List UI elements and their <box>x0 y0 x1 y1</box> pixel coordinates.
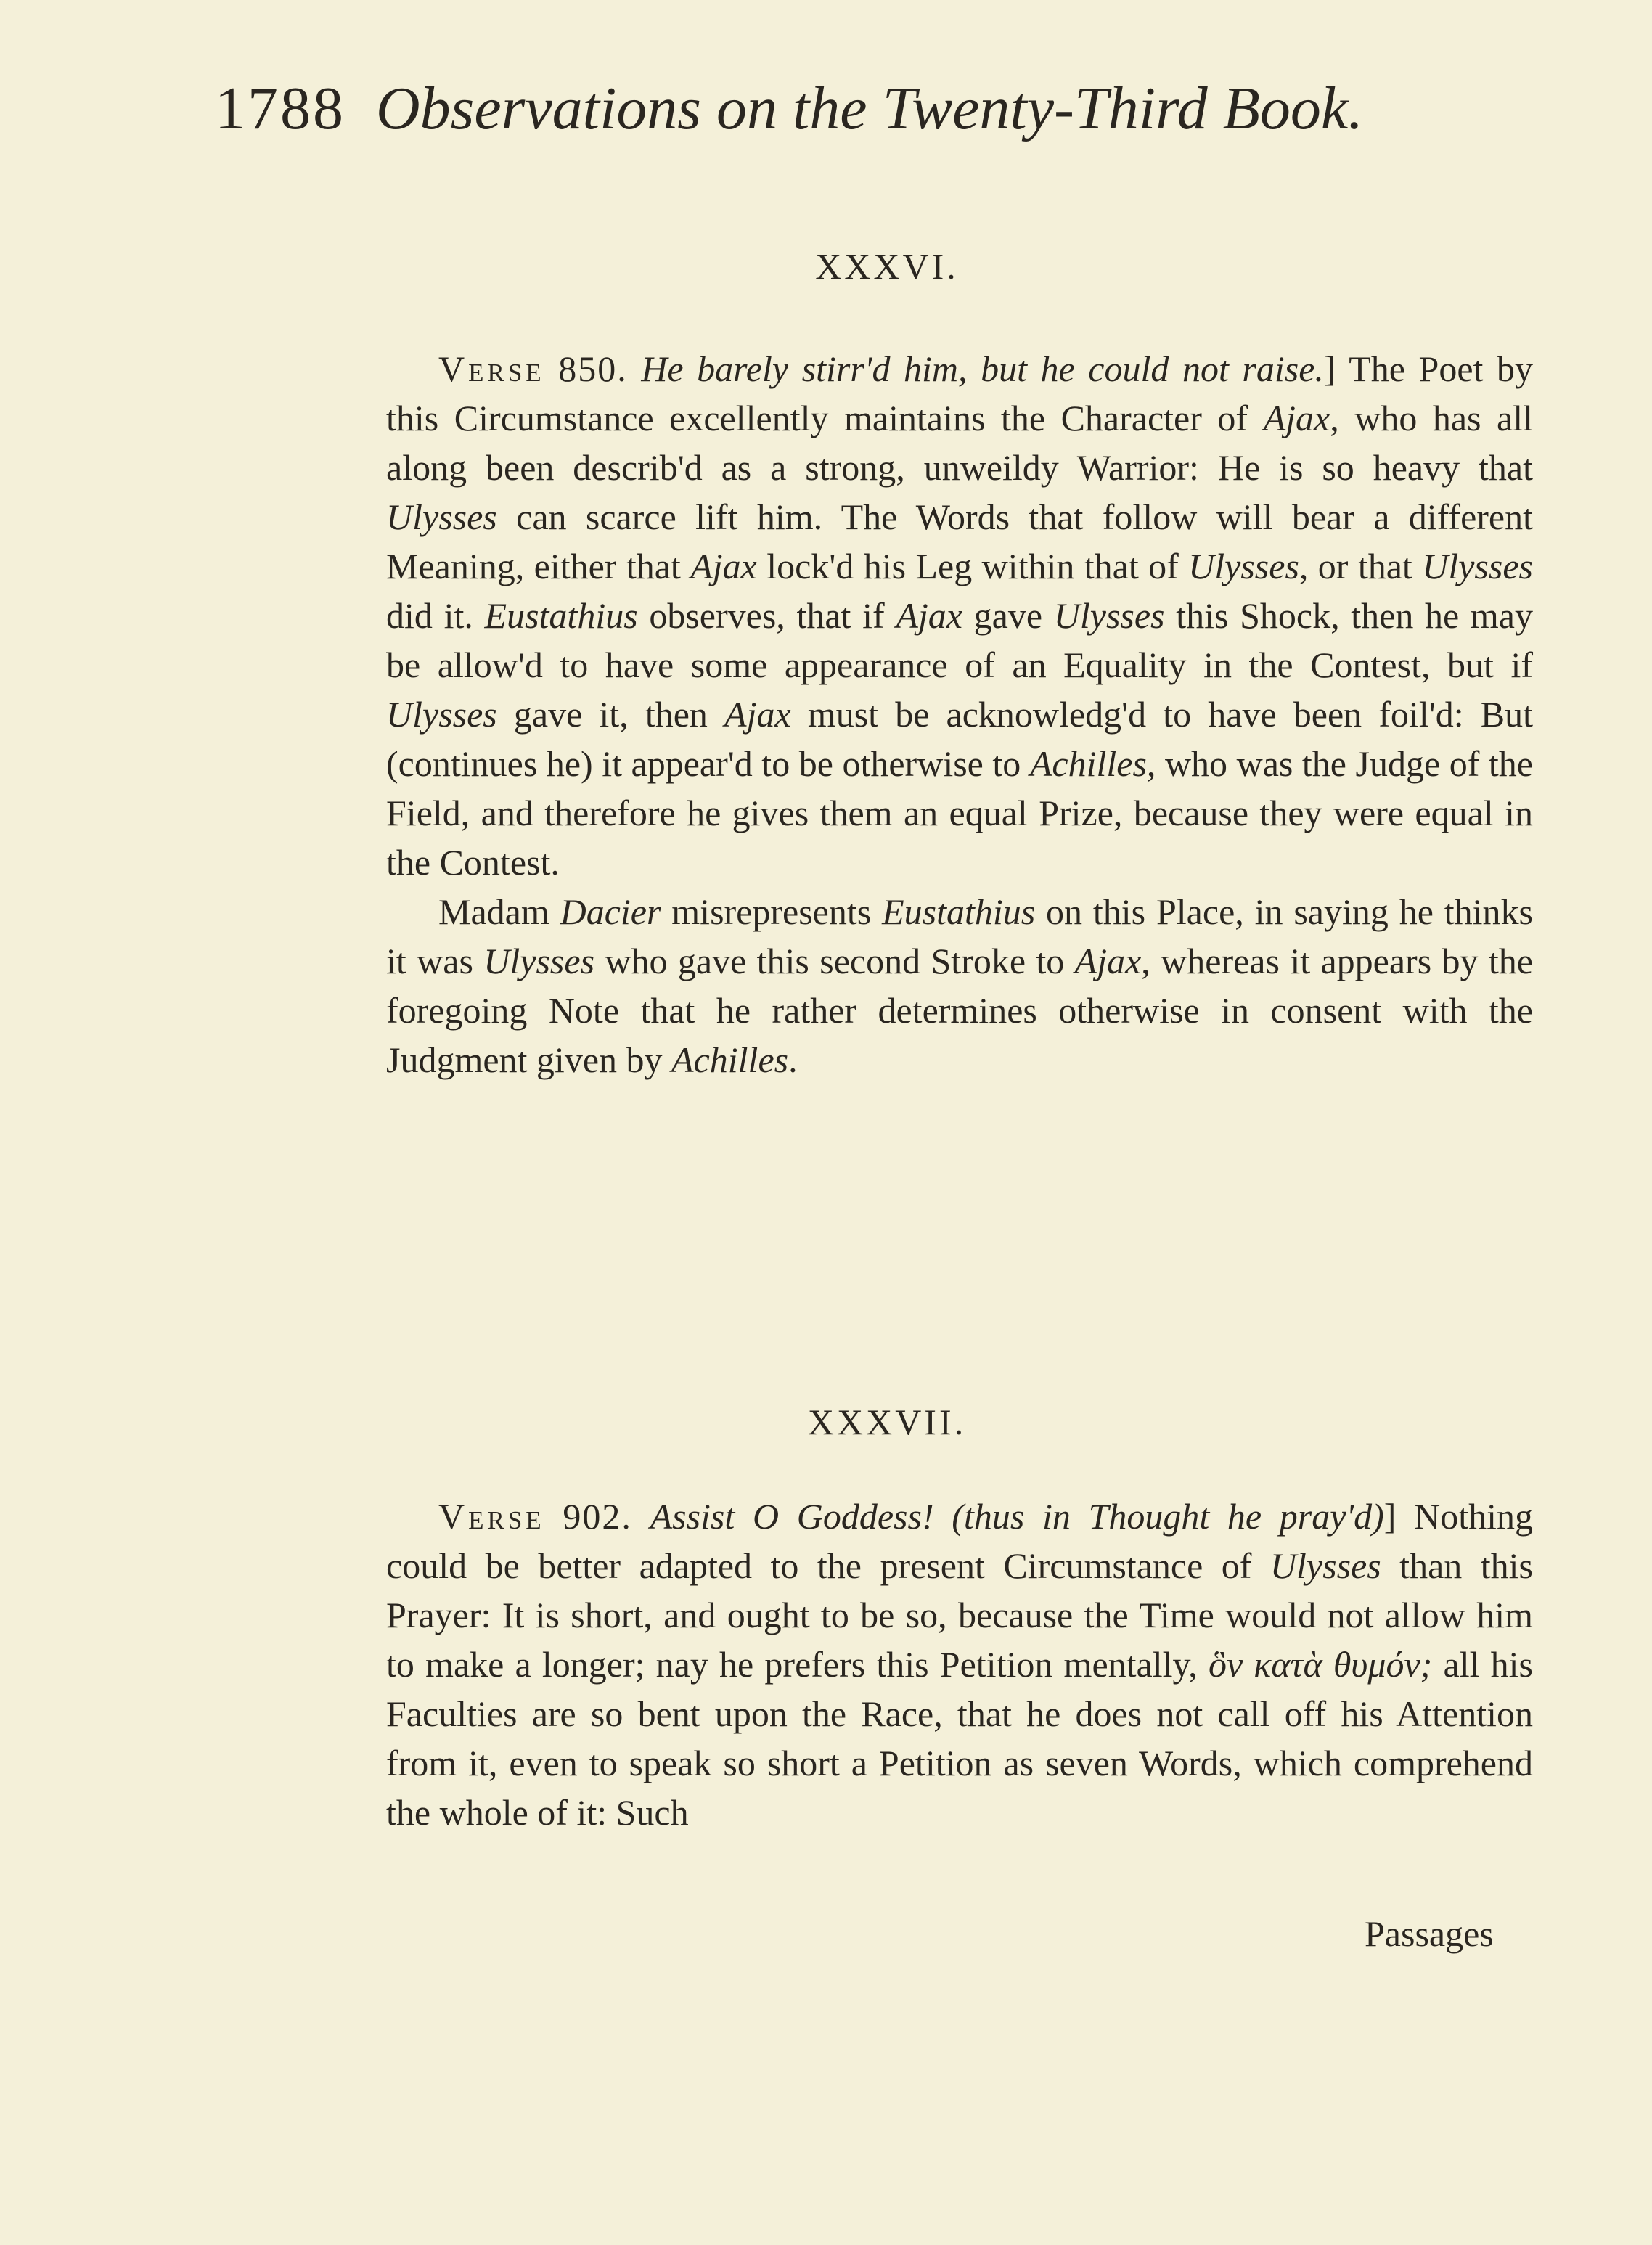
note-xxxvi-paragraph-1: Verse 850. He barely stirr'd him, but he could not raise.] The Poet by this Circumstance excellently maintains the Character of Ajax, who has all along been describ'd as a strong, unweildy Warrior: He is so heavy that Ulysses can scarce lift him. The Words that follow will bear a different Meaning, either that Ajax lock'd his Leg within that of Ulysses, or that Ulysses did it. Eustathius observes, that if Ajax gave Ulysses this Shock, then he may be allow'd to have some appearance of an Equality in the Contest, but if Ulysses gave it, then Ajax must be acknowledg'd to have been foil'd: But (continues he) it appear'd to be otherwise to Achilles, who was the Judge of the Field, and therefore he gives them an equal Prize, because they were equal in the Contest. <box>386 348 1534 883</box>
verse-label: Verse <box>438 348 545 389</box>
verse-number: 850. <box>558 348 628 389</box>
section-heading-xxxvi: XXXVI. <box>815 246 959 287</box>
verse-label: Verse <box>438 1496 545 1537</box>
greek-phrase: ὃν κατὰ θυμόν; <box>1208 1644 1433 1685</box>
note-xxxvii <box>386 1492 1533 1837</box>
verse-quote: He barely stirr'd him, but he could not raise. <box>641 348 1324 389</box>
section-heading-xxxvii: XXXVII. <box>807 1402 967 1442</box>
running-title: Observations on the Twenty-Third Book. <box>376 75 1364 142</box>
verse-number: 902. <box>563 1496 632 1537</box>
catchword: Passages <box>1365 1913 1494 1954</box>
note-xxxvii-paragraph-1: Verse 902. Assist O Goddess! (thus in Thought he pray'd)] Nothing could be better adapted to the present Circumstance of Ulysses than this Prayer: It is short, and ought to be so, because the Time would not allow him to make a longer; nay he prefers this Petition mentally, ὃν κατὰ θυμόν; all his Faculties are so bent upon the Race, that he does not call off his Attention from it, even to speak so short a Petition as seven Words, which comprehend the whole of it: Such <box>386 1496 1534 1833</box>
note-xxxvi <box>386 344 1533 1084</box>
verse-quote: Assist O Goddess! (thus in Thought he pray'd) <box>650 1496 1384 1537</box>
note-xxxvi-paragraph-2: Madam Dacier misrepresents Eustathius on this Place, in saying he thinks it was Ulysses who gave this second Stroke to Ajax, whereas it appears by the foregoing Note that he rather determines otherwise in consent with the Judgment given by Achilles. <box>386 891 1534 1080</box>
running-head <box>215 75 1364 142</box>
page-number: 1788 <box>215 75 345 142</box>
